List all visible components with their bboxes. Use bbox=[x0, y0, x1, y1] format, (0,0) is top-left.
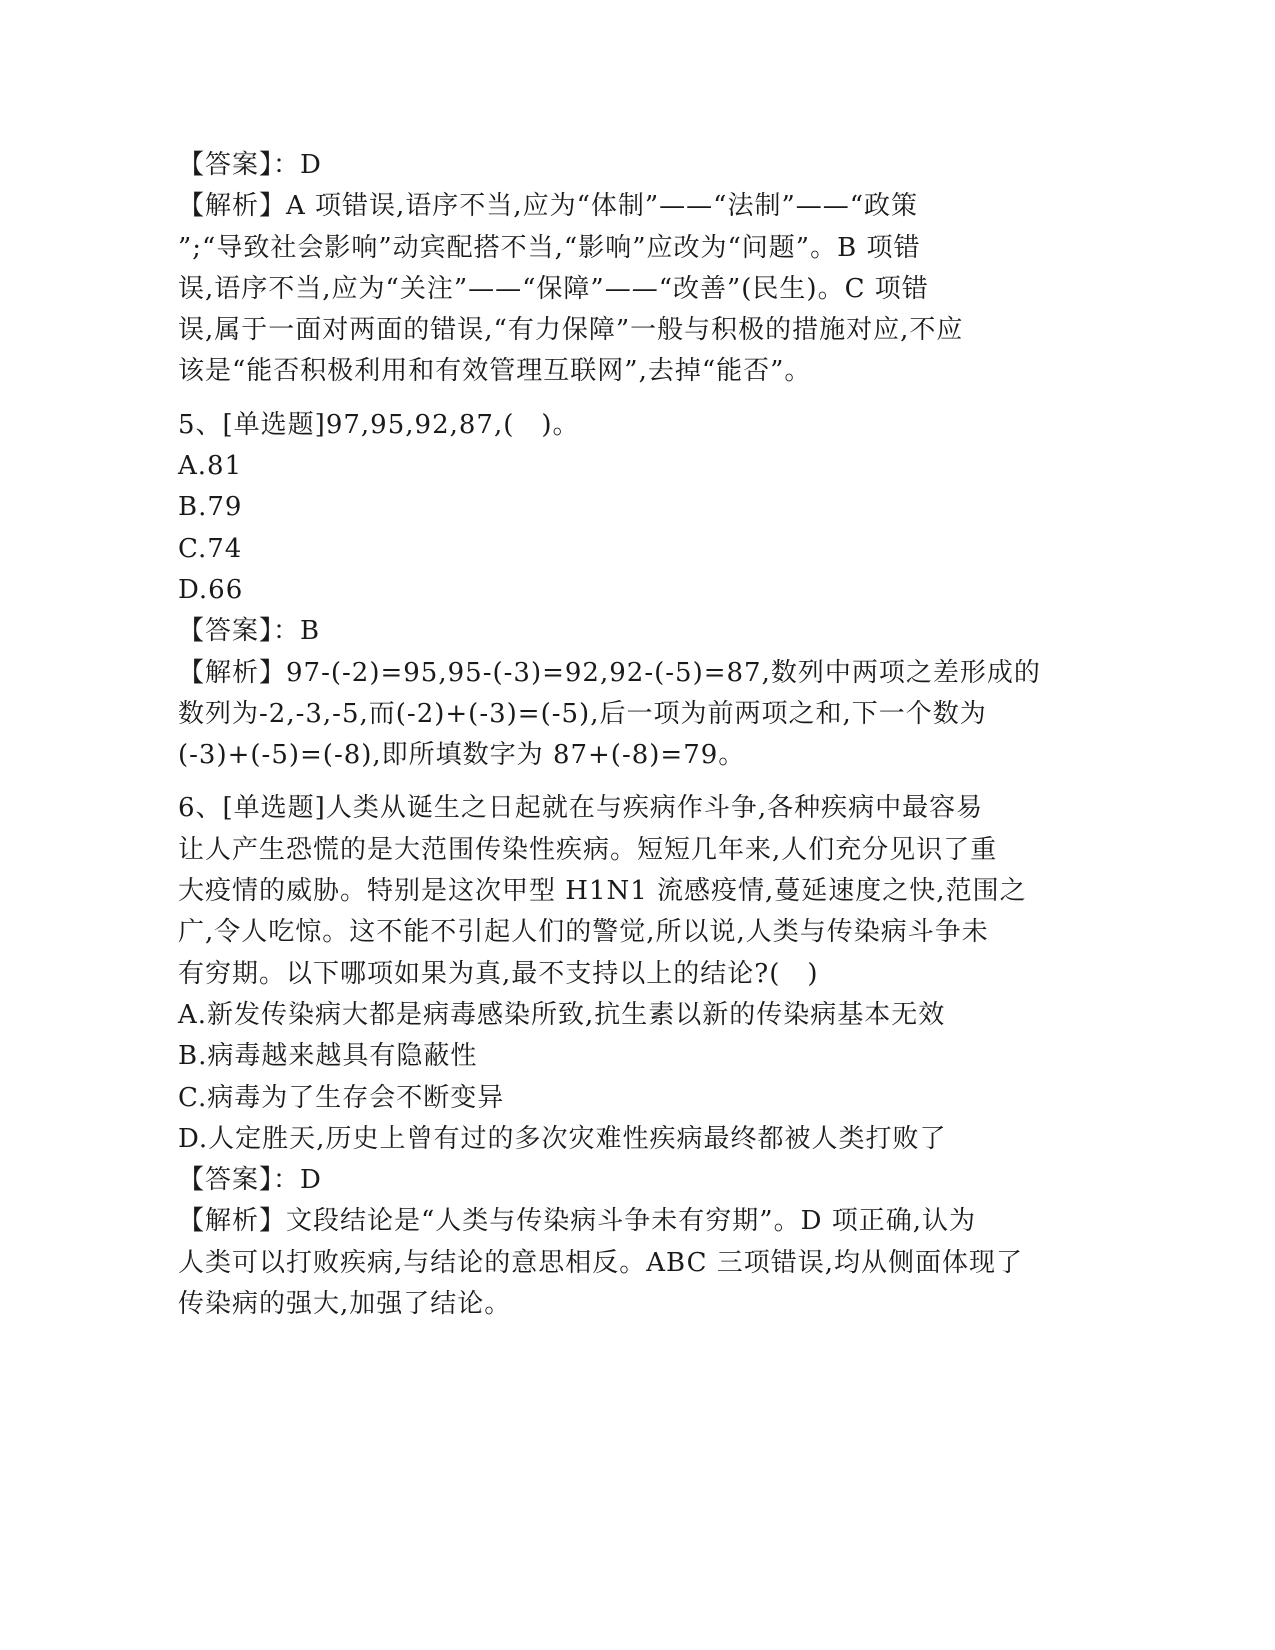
q5-answer: 【答案】：B bbox=[178, 616, 321, 647]
q6-analysis-line: 人类可以打败疾病,与结论的意思相反。ABC 三项错误,均从侧面体现了 bbox=[178, 1247, 1024, 1278]
q4-analysis-line: 误,语序不当,应为“关注”——“保障”——“改善”(民生)。C 项错 bbox=[178, 273, 929, 304]
q6-stem-line: 6、[单选题]人类从诞生之日起就在与疾病作斗争,各种疾病中最容易 bbox=[178, 793, 984, 824]
q6-analysis-line: 传染病的强大,加强了结论。 bbox=[178, 1289, 512, 1320]
q4-answer: 【答案】：D bbox=[178, 150, 322, 180]
q5-analysis-line: 【解析】97-(-2)=95,95-(-3)=92,92-(-5)=87,数列中两项之差形成的 bbox=[178, 657, 1041, 688]
document-page bbox=[178, 145, 1098, 1325]
q5-option-a: A.81 bbox=[178, 451, 243, 482]
q6-option-b: B.病毒越来越具有隐蔽性 bbox=[178, 1041, 478, 1072]
question-4-block bbox=[178, 145, 1098, 393]
q6-option-a: A.新发传染病大都是病毒感染所致,抗生素以新的传染病基本无效 bbox=[178, 999, 946, 1030]
q6-option-d: D.人定胜天,历史上曾有过的多次灾难性疾病最终都被人类打败了 bbox=[178, 1123, 947, 1154]
q5-analysis bbox=[178, 653, 1098, 777]
q4-analysis-line: 误,属于一面对两面的错误,“有力保障”一般与积极的措施对应,不应 bbox=[178, 315, 964, 346]
q6-stem-line: 让人产生恐慌的是大范围传染性疾病。短短几年来,人们充分见识了重 bbox=[178, 834, 998, 865]
q6-stem-line: 大疫情的威胁。特别是这次甲型 H1N1 流感疫情,蔓延速度之快,范围之 bbox=[178, 876, 1027, 907]
q6-stem bbox=[178, 788, 1098, 994]
q5-option-c: C.74 bbox=[178, 533, 243, 564]
spacer bbox=[178, 776, 1098, 788]
q4-analysis bbox=[178, 186, 1098, 392]
question-5-block bbox=[178, 405, 1098, 777]
q4-analysis-line: 该是“能否积极利用和有效管理互联网”,去掉“能否”。 bbox=[178, 356, 812, 387]
q6-stem-line: 广,令人吃惊。这不能不引起人们的警觉,所以说,人类与传染病斗争未 bbox=[178, 917, 989, 948]
q6-stem-line: 有穷期。以下哪项如果为真,最不支持以上的结论?( ) bbox=[178, 958, 819, 989]
q6-option-c: C.病毒为了生存会不断变异 bbox=[178, 1082, 505, 1113]
q4-analysis-line: ”;“导致社会影响”动宾配搭不当,“影响”应改为“问题”。B 项错 bbox=[178, 232, 921, 263]
q6-answer: 【答案】：D bbox=[178, 1165, 322, 1196]
q4-analysis-line: 【解析】A 项错误,语序不当,应为“体制”——“法制”——“政策 bbox=[178, 191, 919, 222]
spacer bbox=[178, 393, 1098, 405]
q5-option-b: B.79 bbox=[178, 492, 243, 523]
q6-analysis bbox=[178, 1201, 1098, 1325]
q5-stem: 5、[单选题]97,95,92,87,( )。 bbox=[178, 409, 580, 440]
q6-analysis-line: 【解析】文段结论是“人类与传染病斗争未有穷期”。D 项正确,认为 bbox=[178, 1206, 976, 1237]
question-6-block bbox=[178, 788, 1098, 1325]
q5-analysis-line: (-3)+(-5)=(-8),即所填数字为 87+(-8)=79。 bbox=[178, 740, 746, 771]
q5-analysis-line: 数列为-2,-3,-5,而(-2)+(-3)=(-5),后一项为前两项之和,下一个数为 bbox=[178, 698, 987, 729]
q5-option-d: D.66 bbox=[178, 574, 244, 605]
